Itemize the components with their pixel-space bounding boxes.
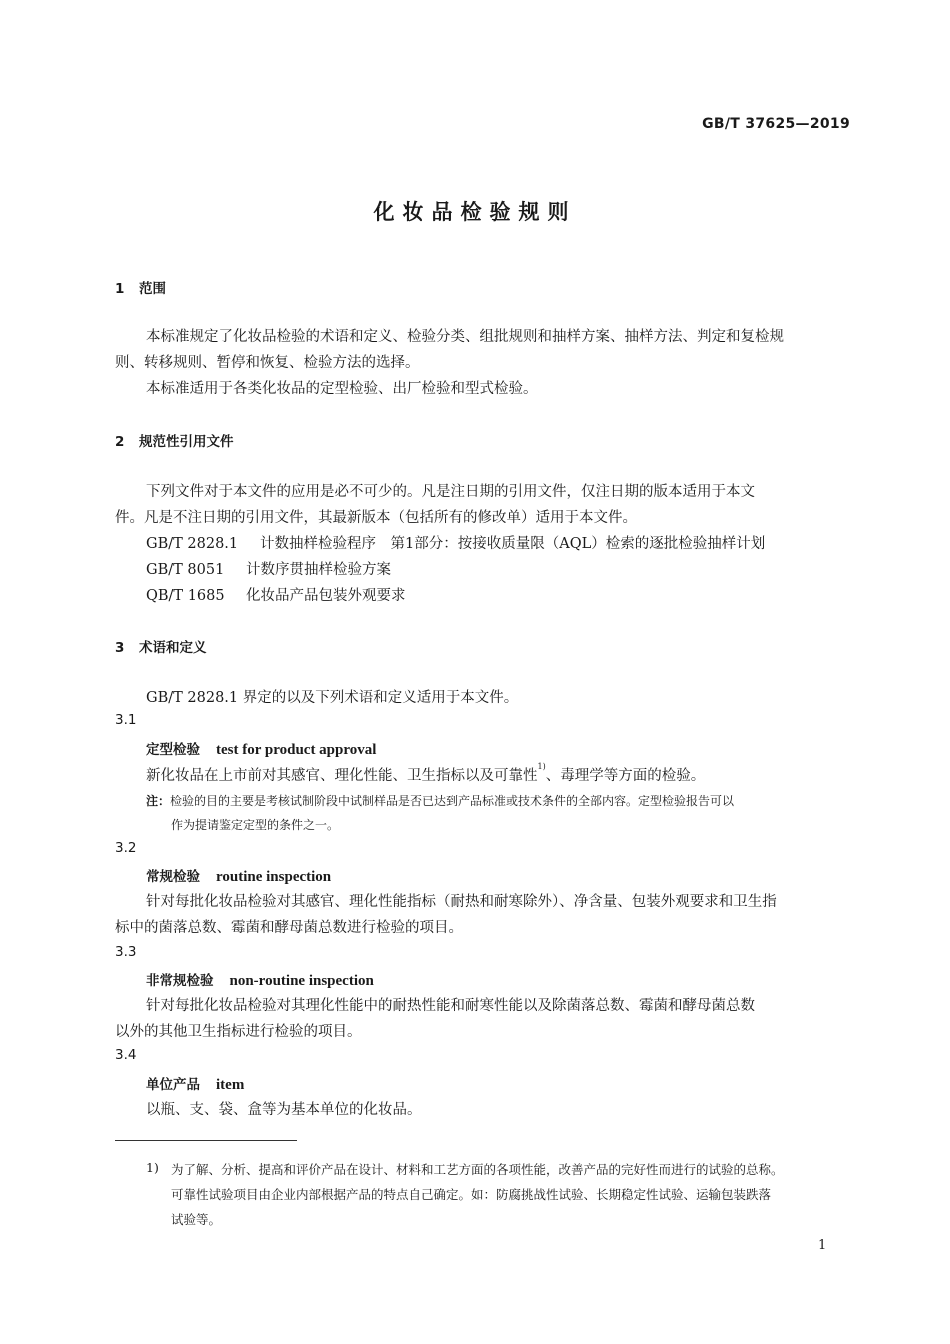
term-heading [146,865,331,886]
s2-paragraph-line-2: 件。凡是不注日期的引用文件，其最新版本（包括所有的修改单）适用于本文件。 [115,510,637,526]
term-heading [146,1073,244,1094]
s1-paragraph-1-line-1: 本标准规定了化妆品检验的术语和定义、检验分类、组批规则和抽样方案、抽样方法、判定和复检规 [146,329,784,345]
definition-text: 新化妆品在上市前对其感官、理化性能、卫生指标以及可靠性 [146,768,538,784]
term-zh: 定型检验 [146,742,200,758]
term-definition-line-2: 以外的其他卫生指标进行检验的项目。 [115,1024,362,1040]
reference-code: QB/T 1685 [146,588,225,604]
section-1-heading [115,277,166,297]
term-heading [146,738,376,759]
section-number: 1 [115,281,125,297]
document-title: 化妆品检验规则 [373,200,577,224]
footnote-marker: 1) [146,1160,159,1175]
term-en: routine inspection [216,869,332,885]
note-line-2: 作为提请鉴定定型的条件之一。 [171,818,340,832]
term-number: 3.2 [115,840,137,856]
section-number: 3 [115,640,125,656]
normative-reference [146,584,406,605]
term-number: 3.1 [115,712,137,728]
term-number: 3.3 [115,944,137,960]
term-en: item [216,1077,245,1093]
s1-paragraph-1-line-2: 则、转移规则、暂停和恢复、检验方法的选择。 [115,355,420,371]
term-zh: 单位产品 [146,1077,200,1093]
term-zh: 常规检验 [146,869,200,885]
s2-paragraph-line-1: 下列文件对于本文件的应用是必不可少的。凡是注日期的引用文件，仅注日期的版本适用于本文 [146,484,755,500]
footnote-line-1: 为了解、分析、提高和评价产品在设计、材料和工艺方面的各项性能，改善产品的完好性而进行的试验的总称。 [171,1162,784,1177]
term-en: test for product approval [216,742,377,758]
term-definition [146,764,705,785]
footnote-line-3: 试验等。 [171,1212,222,1227]
normative-reference [146,558,391,579]
term-heading [146,969,374,990]
note-line-1 [146,792,734,809]
normative-reference [146,532,765,553]
term-definition-line-1: 针对每批化妆品检验对其感官、理化性能指标（耐热和耐寒除外）、净含量、包装外观要求和卫生指 [146,894,777,910]
section-3-heading [115,636,207,656]
note-label: 注： [146,794,171,808]
reference-title: 化妆品产品包装外观要求 [246,588,406,604]
reference-title: 计数抽样检验程序 第1部分：按接收质量限（AQL）检索的逐批检验抽样计划 [260,536,766,552]
term-definition-line-1: 针对每批化妆品检验对其理化性能中的耐热性能和耐寒性能以及除菌落总数、霉菌和酵母菌总数 [146,998,755,1014]
footnote-separator [115,1140,297,1141]
footnote-reference: 1) [537,762,546,771]
term-en: non-routine inspection [229,973,374,989]
term-number: 3.4 [115,1047,137,1063]
section-title: 术语和定义 [139,640,207,656]
standard-number: GB/T 37625—2019 [702,116,850,132]
footnote-line-2: 可靠性试验项目由企业内部根据产品的特点自己确定。如：防腐挑战性试验、长期稳定性试验、运输包装跌落 [171,1187,772,1202]
section-2-heading [115,430,234,450]
page-number: 1 [818,1238,827,1253]
section-title: 范围 [139,281,166,297]
term-zh: 非常规检验 [146,973,214,989]
reference-title: 计数序贯抽样检验方案 [246,562,391,578]
reference-code: GB/T 2828.1 [146,536,239,552]
definition-text: 、毒理学等方面的检验。 [545,768,706,784]
s1-paragraph-2: 本标准适用于各类化妆品的定型检验、出厂检验和型式检验。 [146,381,538,397]
term-definition-line-2: 标中的菌落总数、霉菌和酵母菌总数进行检验的项目。 [115,920,463,936]
reference-code: GB/T 8051 [146,562,225,578]
term-definition: 以瓶、支、袋、盒等为基本单位的化妆品。 [146,1102,422,1118]
section-number: 2 [115,434,125,450]
note-text: 检验的目的主要是考核试制阶段中试制样品是否已达到产品标准或技术条件的全部内容。定型检验报告可以 [170,794,735,808]
section-title: 规范性引用文件 [139,434,234,450]
s3-intro: GB/T 2828.1 界定的以及下列术语和定义适用于本文件。 [146,690,519,706]
